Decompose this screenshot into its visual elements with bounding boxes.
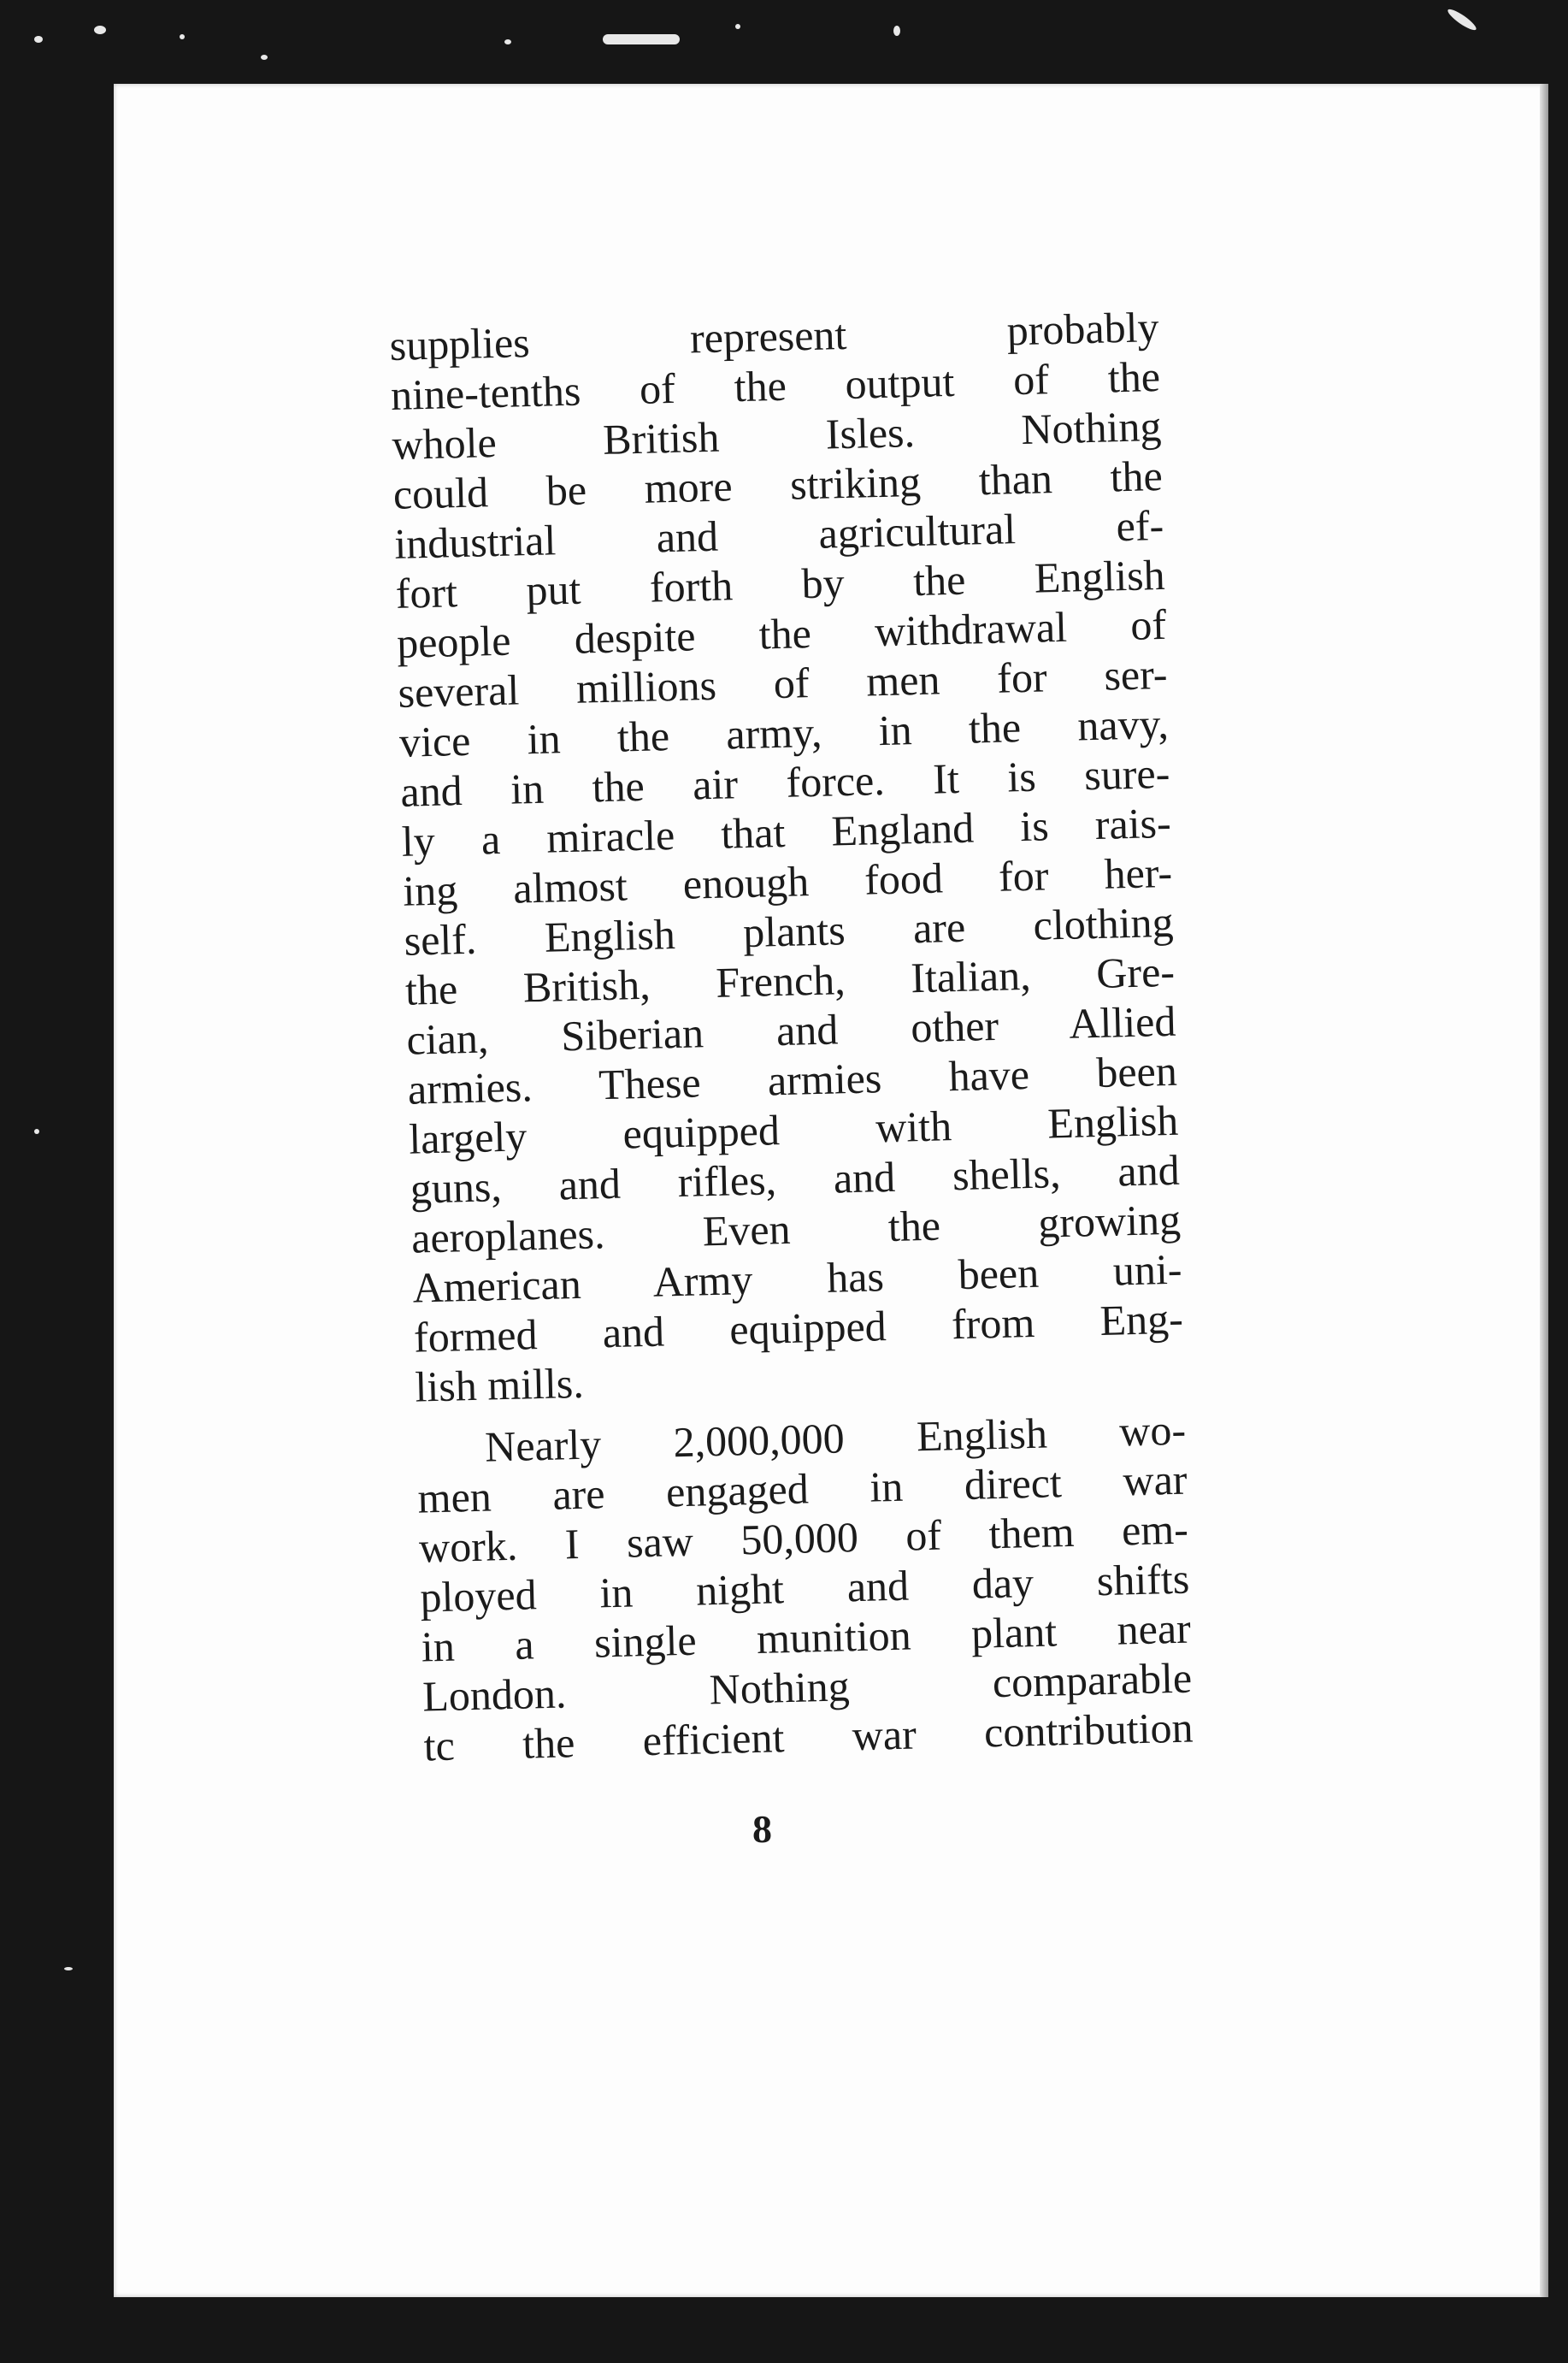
scan-speck [34, 36, 43, 43]
scan-speck [64, 1967, 73, 1970]
text-line: vice in the army, in the navy, [398, 699, 1170, 766]
text-line: supplies represent probably [389, 303, 1160, 369]
text-line: could be more striking than the [392, 451, 1164, 518]
text-line: armies. These armies have been [407, 1046, 1178, 1114]
text-line: American Army has been uni- [411, 1244, 1183, 1312]
text-line: the British, French, Italian, Gre- [404, 947, 1176, 1014]
text-line: formed and equipped from Eng- [413, 1294, 1184, 1362]
text-line: in a single munition plant near [421, 1604, 1192, 1671]
text-line: Nearly 2,000,000 English wo- [484, 1405, 1187, 1471]
paragraph-2 [416, 1405, 1194, 1771]
scan-speck [893, 26, 900, 36]
scan-speck [735, 24, 740, 29]
text-line: cian, Siberian and other Allied [405, 996, 1176, 1064]
text-line: nine-tenths of the output of the [390, 351, 1161, 419]
paragraph-1 [389, 302, 1185, 1412]
text-line: fort put forth by the English [395, 550, 1166, 617]
text-line: largely equipped with English [408, 1096, 1179, 1163]
text-line: people despite the withdrawal of [396, 600, 1167, 667]
text-line: whole British Isles. Nothing [391, 401, 1162, 469]
scan-speck [261, 55, 268, 60]
scan-speck [180, 34, 185, 39]
scan-speck [504, 39, 511, 44]
text-line: aeroplanes. Even the growing [410, 1195, 1182, 1262]
text-line: London. Nothing comparable [421, 1653, 1193, 1721]
scan-speck [94, 26, 106, 34]
text-line: several millions of men for ser- [397, 649, 1169, 717]
page-edge-shadow [1540, 84, 1548, 2297]
scan-speck [603, 34, 680, 44]
text-line: lish mills. [414, 1358, 585, 1411]
text-line: self. English plants are clothing [404, 897, 1175, 965]
text-line: tc the efficient war contribution [423, 1703, 1194, 1770]
text-line: men are engaged in direct war [416, 1455, 1188, 1522]
page-text [389, 302, 1194, 1770]
text-line: ly a miracle that England is rais- [401, 798, 1172, 865]
scan-speck [34, 1129, 39, 1134]
page-number: 8 [752, 1807, 772, 1851]
scan-speck [1446, 6, 1479, 32]
text-line: and in the air force. It is sure- [399, 748, 1170, 816]
text-line: ployed in night and day shifts [419, 1554, 1190, 1622]
text-line: guns, and rifles, and shells, and [410, 1145, 1181, 1213]
text-line: work. I saw 50,000 of them em- [418, 1504, 1189, 1572]
text-line: ing almost enough food for her- [402, 848, 1173, 915]
text-line: industrial and agricultural ef- [393, 500, 1164, 568]
